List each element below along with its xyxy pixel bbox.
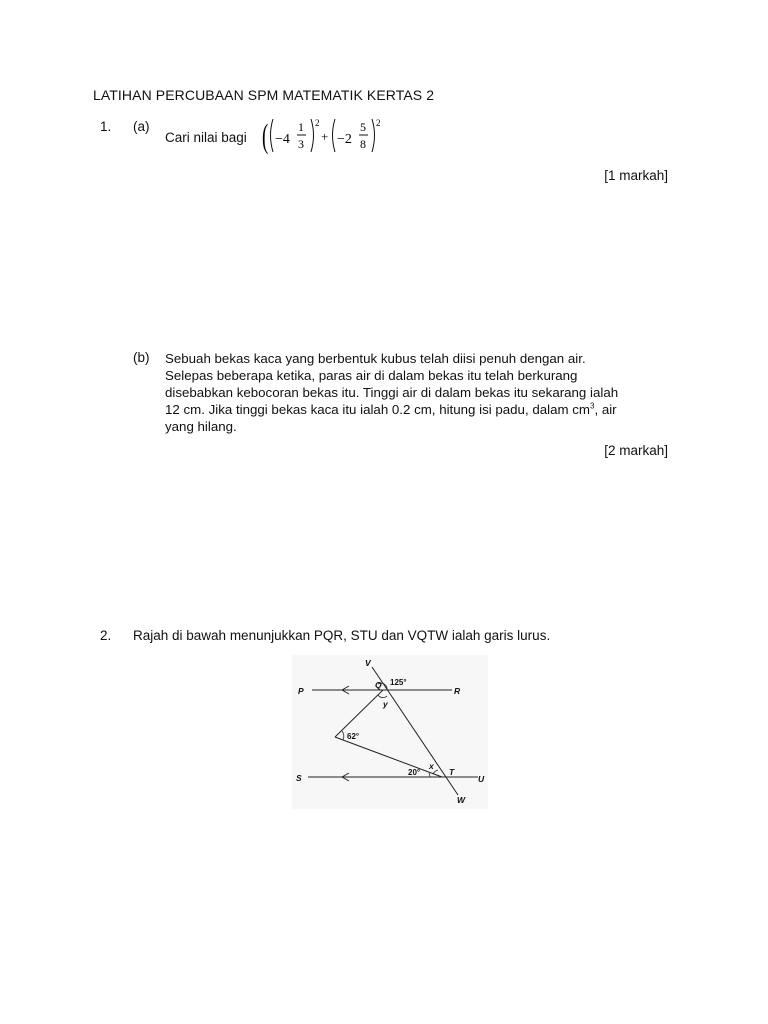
page-title: LATIHAN PERCUBAAN SPM MATEMATIK KERTAS 2 [93,87,435,103]
angle-arc-20 [429,773,430,777]
question-1a-text: Cari nilai bagi [165,130,247,145]
term-2-numerator: 5 [360,120,366,134]
plus-sign: + [321,129,329,144]
term-2-whole: −2 [337,132,352,147]
term-2-exponent: 2 [376,118,381,128]
question-2-text: Rajah di bawah menunjukkan PQR, STU dan VQTW ialah garis lurus. [133,628,551,643]
question-1b-text [165,350,665,435]
term-1-whole: −4 [275,132,290,147]
label-v: V [365,658,371,668]
term-2-denominator: 8 [360,137,366,151]
close-paren-2-shape [372,119,375,152]
question-1a-marks: [1 markah] [604,168,668,183]
question-1b-line: Selepas beberapa ketika, paras air di dalam bekas itu telah berkurang [165,368,578,383]
label-angle-125: 125° [390,678,407,687]
label-t: T [449,767,455,777]
question-1-number: 1. [100,119,112,134]
question-1b-line: yang hilang. [165,419,237,434]
term-1-exponent: 2 [315,118,320,128]
question-1b-label: (b) [133,350,150,365]
open-paren-1-shape [271,119,274,152]
angle-arc-x [433,770,438,774]
line-apex-to-t [335,737,442,777]
label-p: P [298,686,304,696]
label-x: x [429,761,434,771]
line-q-to-apex [335,690,383,737]
unit-superscript: 3 [589,401,595,411]
angle-arc-y [378,695,387,698]
term-1-denominator: 3 [298,137,304,151]
label-r: R [454,686,461,696]
label-u: U [478,774,485,784]
label-y: y [383,699,388,709]
label-w: W [457,795,466,805]
label-q: Q [375,680,382,690]
question-1b-line-text: 12 cm. Jika tinggi bekas kaca itu ialah 0.2 cm, hitung isi padu, dalam cm [165,402,590,417]
question-1b-line [165,401,665,418]
question-1b-line: disebabkan kebocoran bekas itu. Tinggi air di dalam bekas itu sekarang ialah [165,385,619,400]
open-paren-1: ( [262,117,269,155]
question-1b-marks: [2 markah] [604,443,668,458]
geometry-diagram [292,655,488,809]
term-1-numerator: 1 [298,120,304,134]
angle-arc-62 [342,731,344,740]
label-angle-20: 20° [408,768,421,777]
question-1b-line: Sebuah bekas kaca yang berbentuk kubus telah diisi penuh dengan air. [165,351,586,366]
label-angle-62: 62° [347,732,360,741]
question-1b-line-tail: , air [594,402,617,417]
question-1a-label: (a) [133,119,150,134]
close-paren-1-shape [311,119,314,152]
open-paren-2-shape [333,119,336,152]
label-s: S [296,773,302,783]
math-expression [262,114,392,160]
question-2-number: 2. [100,628,112,643]
